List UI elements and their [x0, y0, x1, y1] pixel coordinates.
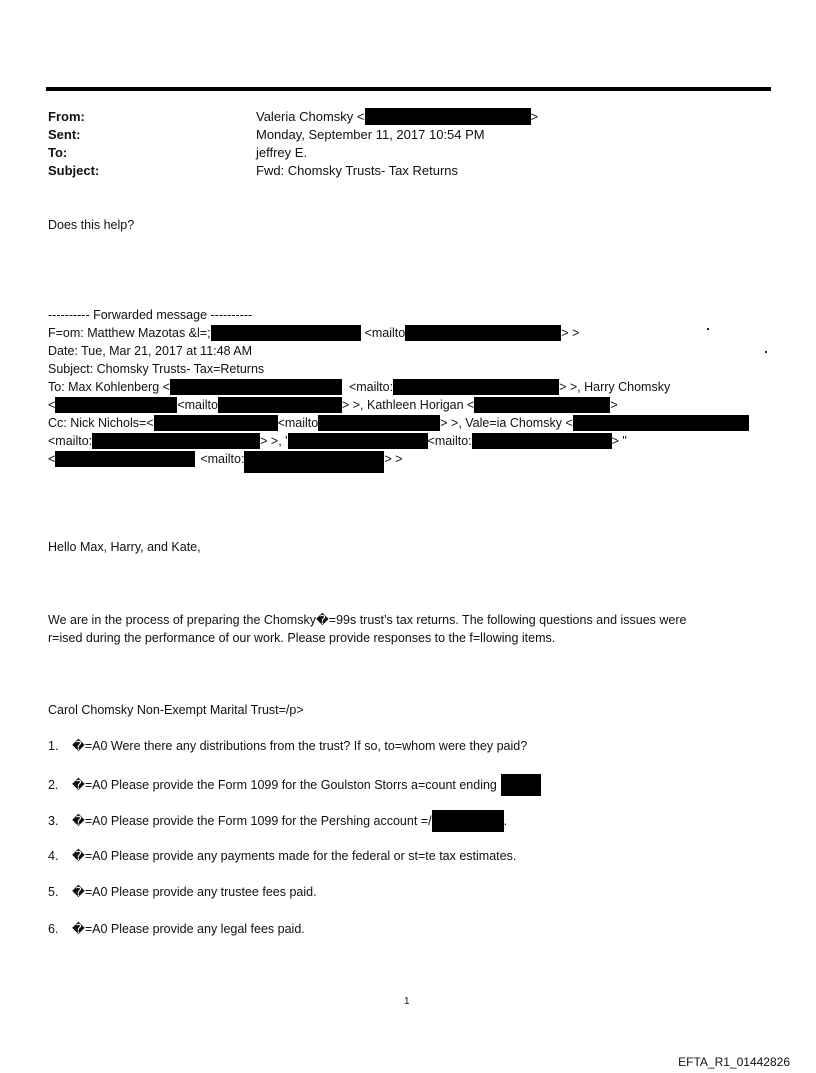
redaction: [170, 379, 342, 395]
fwd-cc3-close: > >: [384, 452, 403, 466]
fwd-cc2-mailto: <mailto:: [48, 434, 93, 448]
paragraph-line-2: r=ised during the performance of our work. Please provide responses to the f=llowing items.: [48, 631, 556, 645]
fwd-subject: Subject: Chomsky Trusts- Tax=Returns: [48, 362, 265, 376]
redaction: [92, 433, 260, 449]
from-value: [256, 108, 538, 126]
fwd-to2-open: <: [48, 398, 56, 412]
redaction: [405, 325, 561, 341]
page-number: 1: [404, 996, 410, 1007]
redaction: [472, 433, 612, 449]
redaction: [218, 397, 342, 413]
redaction: [288, 433, 428, 449]
list-number: 2.: [48, 778, 59, 792]
fwd-cc2-mailto-2: <mailto:: [427, 434, 472, 448]
list-number: 1.: [48, 739, 59, 753]
redaction: [55, 397, 177, 413]
list-text: �=A0 Please provide any trustee fees paid.: [72, 885, 317, 899]
list-item: [48, 920, 305, 938]
fwd-to2-mailto: <mailto: [177, 398, 218, 412]
fwd-date: Date: Tue, Mar 21, 2017 at 11:48 AM: [48, 344, 253, 358]
redaction: [393, 379, 559, 395]
fwd-from-mailto: <mailto: [364, 326, 406, 340]
list-text: �=A0 Were there any distributions from the trust? If so, to=whom were they paid?: [72, 739, 528, 753]
redaction: [154, 415, 278, 431]
list-number: 5.: [48, 885, 59, 899]
from-label: From:: [48, 109, 85, 124]
fwd-cc-text: Cc: Nick Nichols=<: [48, 416, 154, 430]
fwd-cc2-end: > ": [611, 434, 627, 448]
fwd-to2-end: >: [610, 398, 618, 412]
list-item: [48, 774, 541, 796]
redaction: [573, 415, 749, 431]
list-number: 6.: [48, 922, 59, 936]
fwd-cc-line-3: [48, 450, 403, 473]
sent-label: Sent:: [48, 127, 81, 142]
list-text: �=A0 Please provide any legal fees paid.: [72, 922, 305, 936]
from-close: >: [530, 109, 539, 124]
fwd-cc3-open: <: [48, 452, 56, 466]
fwd-to-mailto: <mailto:: [348, 380, 394, 394]
redaction: [244, 451, 384, 473]
paragraph-line-1: We are in the process of preparing the Chomsky�=99s trust’s tax returns. The following questions and issues were: [48, 613, 687, 627]
fwd-to2-close: > >, Kathleen Horigan <: [341, 398, 475, 412]
list-text: �=A0 Please provide any payments made for the federal or st=te tax estimates.: [72, 849, 517, 863]
fwd-to-close: > >, Harry Chomsky: [559, 380, 671, 394]
fwd-cc-line-2: [48, 432, 627, 450]
speck: [707, 328, 709, 330]
header-rule: [46, 87, 771, 91]
bates-number: EFTA_R1_01442826: [678, 1055, 790, 1069]
redaction: [474, 397, 610, 413]
fwd-cc-mailto: <mailto: [277, 416, 319, 430]
list-item: [48, 737, 527, 755]
fwd-to-line: [48, 378, 670, 396]
redaction: [55, 451, 195, 467]
fwd-cc-close: > >, Vale=ia Chomsky <: [440, 416, 573, 430]
list-text: �=A0 Please provide the Form 1099 for the Pershing account =/: [72, 814, 432, 828]
subject-label: Subject:: [48, 163, 100, 178]
fwd-from-line: [48, 324, 579, 342]
list-number: 4.: [48, 849, 59, 863]
item3-trail: .: [503, 814, 508, 828]
fwd-cc-line: [48, 414, 749, 432]
redaction: [432, 810, 504, 832]
redaction: [211, 325, 361, 341]
intro-text: Does this help?: [48, 218, 135, 232]
list-number: 3.: [48, 814, 59, 828]
list-text: �=A0 Please provide the Form 1099 for the Goulston Storrs a=count ending: [72, 778, 497, 792]
redaction: [318, 415, 440, 431]
fwd-to-text: To: Max Kohlenberg <: [48, 380, 170, 394]
subject-value: Fwd: Chomsky Trusts- Tax Returns: [256, 163, 459, 178]
fwd-cc2-close: > >, ': [260, 434, 288, 448]
list-item: [48, 883, 317, 901]
fwd-cc3-mailto: <mailto:: [200, 452, 245, 466]
speck: [765, 351, 767, 353]
fwd-to-line-2: [48, 396, 618, 414]
fwd-from-text: F=om: Matthew Mazotas &l=;: [48, 326, 211, 340]
forwarded-separator: ---------- Forwarded message ----------: [48, 308, 253, 322]
from-name: Valeria Chomsky <: [256, 109, 365, 124]
redaction: [365, 108, 531, 125]
to-label: To:: [48, 145, 68, 160]
greeting: Hello Max, Harry, and Kate,: [48, 540, 201, 554]
section-title: Carol Chomsky Non-Exempt Marital Trust=/p>: [48, 703, 304, 717]
redaction: [501, 774, 541, 796]
fwd-from-close: > >: [561, 326, 580, 340]
list-item: [48, 847, 516, 865]
to-value: jeffrey E.: [256, 145, 308, 160]
list-item: [48, 810, 507, 832]
sent-value: Monday, September 11, 2017 10:54 PM: [256, 127, 485, 142]
